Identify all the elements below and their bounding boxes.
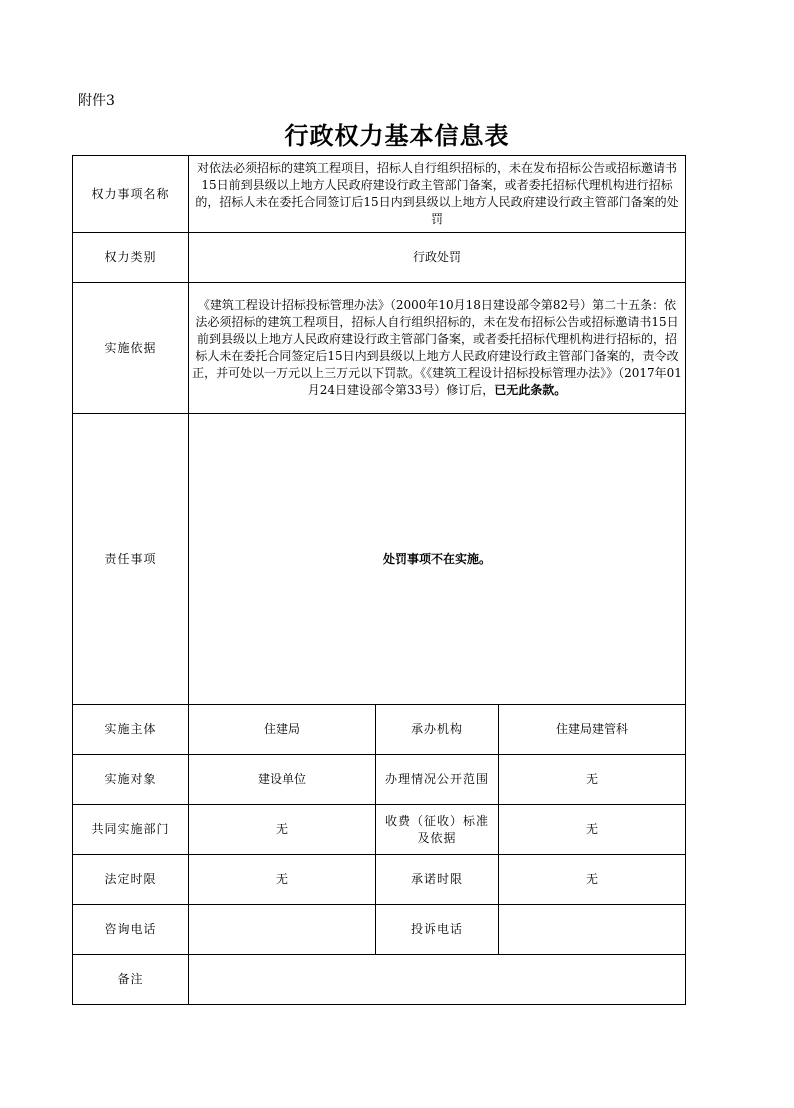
value-basis <box>189 283 686 414</box>
label-consult-phone: 咨询电话 <box>73 905 189 955</box>
label-name: 权力事项名称 <box>73 156 189 233</box>
label-category: 权力类别 <box>73 233 189 283</box>
basis-bold-suffix: 已无此条款。 <box>494 383 567 397</box>
value-complaint-phone <box>499 905 686 955</box>
label-joint: 共同实施部门 <box>73 805 189 855</box>
value-disclosure: 无 <box>499 755 686 805</box>
label-disclosure: 办理情况公开范围 <box>376 755 499 805</box>
value-subject: 住建局 <box>189 705 376 755</box>
row-responsibility <box>73 414 686 705</box>
value-remark <box>189 955 686 1005</box>
label-subject: 实施主体 <box>73 705 189 755</box>
label-promised-time: 承诺时限 <box>376 855 499 905</box>
row-target <box>73 755 686 805</box>
label-time-limit: 法定时限 <box>73 855 189 905</box>
row-name <box>73 156 686 233</box>
value-joint: 无 <box>189 805 376 855</box>
label-basis: 实施依据 <box>73 283 189 414</box>
value-promised-time: 无 <box>499 855 686 905</box>
value-agency: 住建局建管科 <box>499 705 686 755</box>
value-category: 行政处罚 <box>189 233 686 283</box>
label-target: 实施对象 <box>73 755 189 805</box>
label-remark: 备注 <box>73 955 189 1005</box>
value-name: 对依法必须招标的建筑工程项目，招标人自行组织招标的，未在发布招标公告或招标邀请书15日前到县级以上地方人民政府建设行政主管部门备案，或者委托招标代理机构进行招标的，招标人未在委托合同签订后15日内到县级以上地方人民政府建设行政主管部门备案的处罚 <box>189 156 686 233</box>
basis-text: 《建筑工程设计招标投标管理办法》（2000年10月18日建设部令第82号）第二十五条：依法必须招标的建筑工程项目，招标人自行组织招标的，未在发布招标公告或招标邀请书15日前到县级以上地方人民政府建设行政主管部门备案，或者委托招标代理机构进行招标的，招标人未在委托合同签定后15日内到县级以上地方人民政府建设行政主管部门备案的，责令改正，并可处以一万元以上三万元以下罚款。《《建筑工程设计招标投标管理办法》》（2017年01月24日建设部令第33号）修订后， <box>192 298 682 397</box>
row-remark <box>73 955 686 1005</box>
label-agency: 承办机构 <box>376 705 499 755</box>
row-time-limit <box>73 855 686 905</box>
row-basis <box>73 283 686 414</box>
row-category <box>73 233 686 283</box>
value-consult-phone <box>189 905 376 955</box>
label-complaint-phone: 投诉电话 <box>376 905 499 955</box>
value-fee: 无 <box>499 805 686 855</box>
label-fee: 收费（征收）标准及依据 <box>376 805 499 855</box>
value-time-limit: 无 <box>189 855 376 905</box>
row-joint <box>73 805 686 855</box>
page-title: 行政权力基本信息表 <box>284 121 510 150</box>
value-responsibility: 处罚事项不在实施。 <box>189 414 686 705</box>
value-target: 建设单位 <box>189 755 376 805</box>
attachment-label: 附件3 <box>78 93 115 109</box>
row-subject <box>73 705 686 755</box>
info-table <box>72 155 686 1005</box>
row-phone <box>73 905 686 955</box>
label-responsibility: 责任事项 <box>73 414 189 705</box>
